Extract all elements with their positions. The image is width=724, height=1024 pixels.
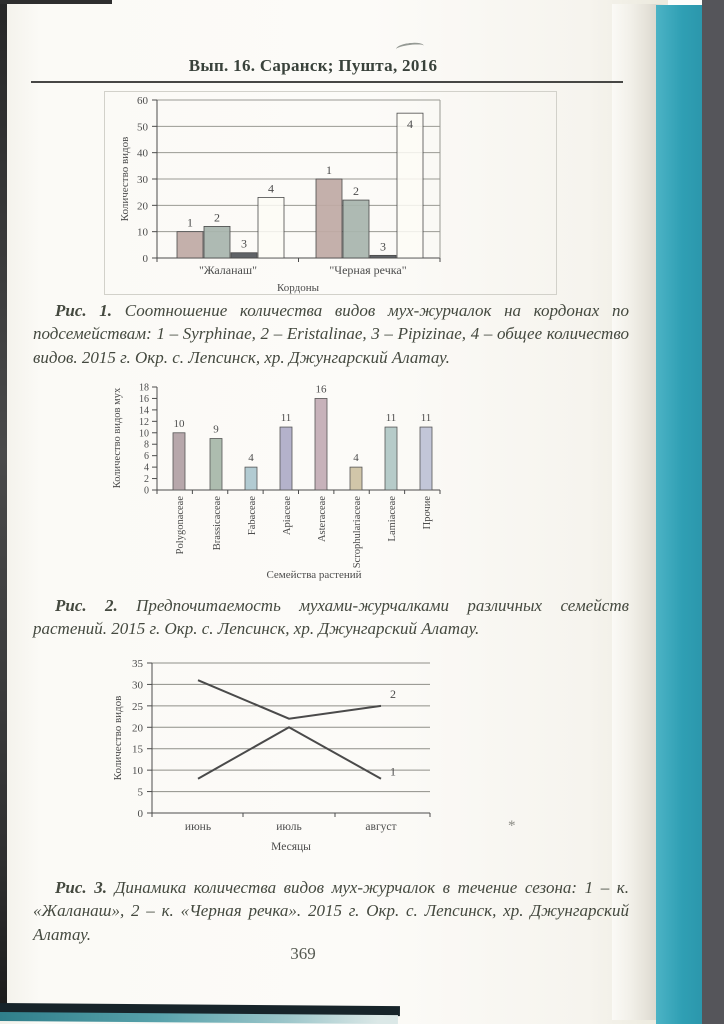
svg-text:25: 25 [132, 700, 143, 713]
fig2-bar-Lamiaceae [385, 427, 397, 490]
fig3-axes [132, 658, 430, 820]
svg-text:5: 5 [137, 786, 143, 799]
svg-text:30: 30 [137, 174, 148, 186]
svg-text:0: 0 [144, 485, 149, 497]
running-head: Вып. 16. Саранск; Пушта, 2016 [188, 56, 438, 75]
svg-text:"Жаланаш": "Жаланаш" [199, 263, 257, 277]
fig1-bar-series3-group2 [370, 255, 396, 258]
svg-text:50: 50 [137, 121, 148, 134]
svg-text:3: 3 [241, 236, 247, 251]
fig2-bar-Brassicaceae [210, 439, 222, 491]
svg-text:4: 4 [268, 181, 274, 196]
fig2-bar-Apiaceae [280, 427, 292, 490]
fig1-bars [177, 113, 423, 258]
fig1-bar-series3-group1 [231, 253, 257, 258]
svg-text:4: 4 [407, 117, 413, 132]
svg-text:Asteraceae: Asteraceae [317, 496, 328, 543]
svg-text:4: 4 [248, 452, 254, 465]
svg-text:Прочие: Прочие [422, 496, 433, 530]
fig1-bar-series1-group1 [177, 232, 203, 258]
svg-text:июль: июль [276, 821, 302, 833]
svg-text:11: 11 [385, 412, 397, 425]
svg-text:60: 60 [137, 95, 148, 107]
svg-text:2: 2 [390, 686, 396, 701]
fig3-line-2 [198, 680, 381, 719]
svg-text:20: 20 [132, 722, 143, 735]
svg-text:Месяцы: Месяцы [271, 841, 311, 853]
figure-1-caption [33, 299, 629, 369]
svg-text:2: 2 [144, 474, 149, 486]
scan-asterisk-mark: * [508, 818, 516, 834]
svg-text:Scrophulariaceae: Scrophulariaceae [352, 496, 363, 569]
svg-text:Кордоны: Кордоны [276, 282, 320, 294]
svg-text:Apiaceae: Apiaceae [282, 496, 293, 536]
figure-2-caption [33, 594, 629, 641]
svg-text:10: 10 [139, 428, 149, 440]
fig3-lines [198, 680, 396, 779]
svg-text:11: 11 [420, 412, 432, 425]
figure-1-grouped-bar-chart [100, 88, 570, 300]
svg-text:30: 30 [132, 679, 143, 692]
svg-text:35: 35 [132, 658, 143, 670]
fig1-bar-series4-group1 [258, 197, 284, 258]
svg-text:9: 9 [213, 423, 219, 436]
fig3-line-1 [198, 727, 381, 778]
svg-text:10: 10 [173, 417, 185, 430]
figure-1-caption-label: Рис. 1. [55, 301, 113, 320]
svg-text:18: 18 [139, 382, 149, 394]
svg-text:8: 8 [144, 439, 149, 451]
scan-left-edge [0, 3, 7, 1007]
figure-3-line-chart [95, 650, 545, 868]
svg-text:2: 2 [353, 184, 359, 199]
figure-3-caption [33, 876, 629, 946]
svg-text:0: 0 [137, 808, 143, 820]
fig2-bar-Polygonaceae [173, 433, 185, 490]
svg-text:40: 40 [137, 147, 148, 160]
svg-text:Brassicaceae: Brassicaceae [212, 496, 223, 551]
svg-text:10: 10 [132, 765, 143, 778]
fig2-bar-Asteraceae [315, 398, 327, 490]
svg-text:14: 14 [139, 405, 149, 417]
svg-text:август: август [365, 821, 397, 833]
fig2-bars [173, 383, 433, 568]
header-rule [31, 81, 623, 83]
fig1-bar-series2-group1 [204, 226, 230, 258]
fig1-bar-series2-group2 [343, 200, 369, 258]
svg-text:15: 15 [132, 743, 143, 756]
figure-2-caption-text: Предпочитаемость мухами-журчалками различных семейств растений. 2015 г. Окр. с. Лепсинск, хр. Джунгарский Алатау. [33, 596, 630, 639]
svg-text:1: 1 [187, 215, 193, 230]
figure-1-caption-text: Соотношение количества видов мух-журчалок на кордонах по подсемействам: 1 – Syrphinae, 2 – Eristalinae, 3 – Pipizinae, 4 – общее количество видов. 2015 г. Окр. с. Лепсинск, хр. Джунгарский Алатау. [33, 301, 629, 367]
svg-text:июнь: июнь [184, 821, 212, 833]
svg-text:3: 3 [380, 239, 386, 254]
svg-text:1: 1 [326, 163, 332, 177]
svg-text:0: 0 [142, 253, 148, 265]
svg-text:16: 16 [315, 383, 327, 396]
svg-text:Polygonaceae: Polygonaceae [175, 496, 186, 555]
fig1-bar-series4-group2 [397, 113, 423, 258]
svg-text:Fabaceae: Fabaceae [247, 496, 258, 536]
figure-3-caption-label: Рис. 3. [55, 878, 107, 897]
svg-text:16: 16 [139, 393, 149, 405]
svg-text:6: 6 [144, 451, 149, 463]
svg-text:"Черная речка": "Черная речка" [329, 263, 407, 277]
svg-text:1: 1 [390, 764, 396, 779]
svg-text:20: 20 [137, 200, 148, 213]
scanner-background [702, 0, 724, 1024]
svg-text:Количество видов: Количество видов [112, 695, 124, 781]
fig2-bar-Прочие [420, 427, 432, 490]
fig2-bar-Fabaceae [245, 467, 257, 490]
svg-text:2: 2 [214, 210, 220, 225]
scan-top-edge [0, 0, 112, 4]
figure-3-caption-text: Динамика количества видов мух-журчалок в течение сезона: 1 – к. «Жаланаш», 2 – к. «Черная речка». 2015 г. Окр. с. Лепсинск, хр. Джунгарский Алатау. [33, 878, 630, 944]
svg-text:Lamiaceae: Lamiaceae [387, 496, 398, 542]
fig2-bar-Scrophulariaceae [350, 467, 362, 490]
book-cover-strip [656, 5, 704, 1024]
svg-text:12: 12 [139, 416, 149, 428]
svg-text:10: 10 [137, 226, 148, 239]
svg-text:11: 11 [280, 412, 292, 425]
figure-2-caption-label: Рис. 2. [55, 596, 118, 615]
svg-text:4: 4 [353, 452, 359, 465]
svg-text:Количество видов мух: Количество видов мух [112, 387, 123, 489]
page-number: 369 [290, 944, 316, 963]
svg-text:4: 4 [144, 462, 149, 474]
figure-2-bar-chart [100, 378, 560, 590]
svg-text:Количество видов: Количество видов [119, 136, 131, 222]
fig1-bar-series1-group2 [316, 179, 342, 258]
svg-text:Семейства растений: Семейства растений [266, 569, 362, 581]
